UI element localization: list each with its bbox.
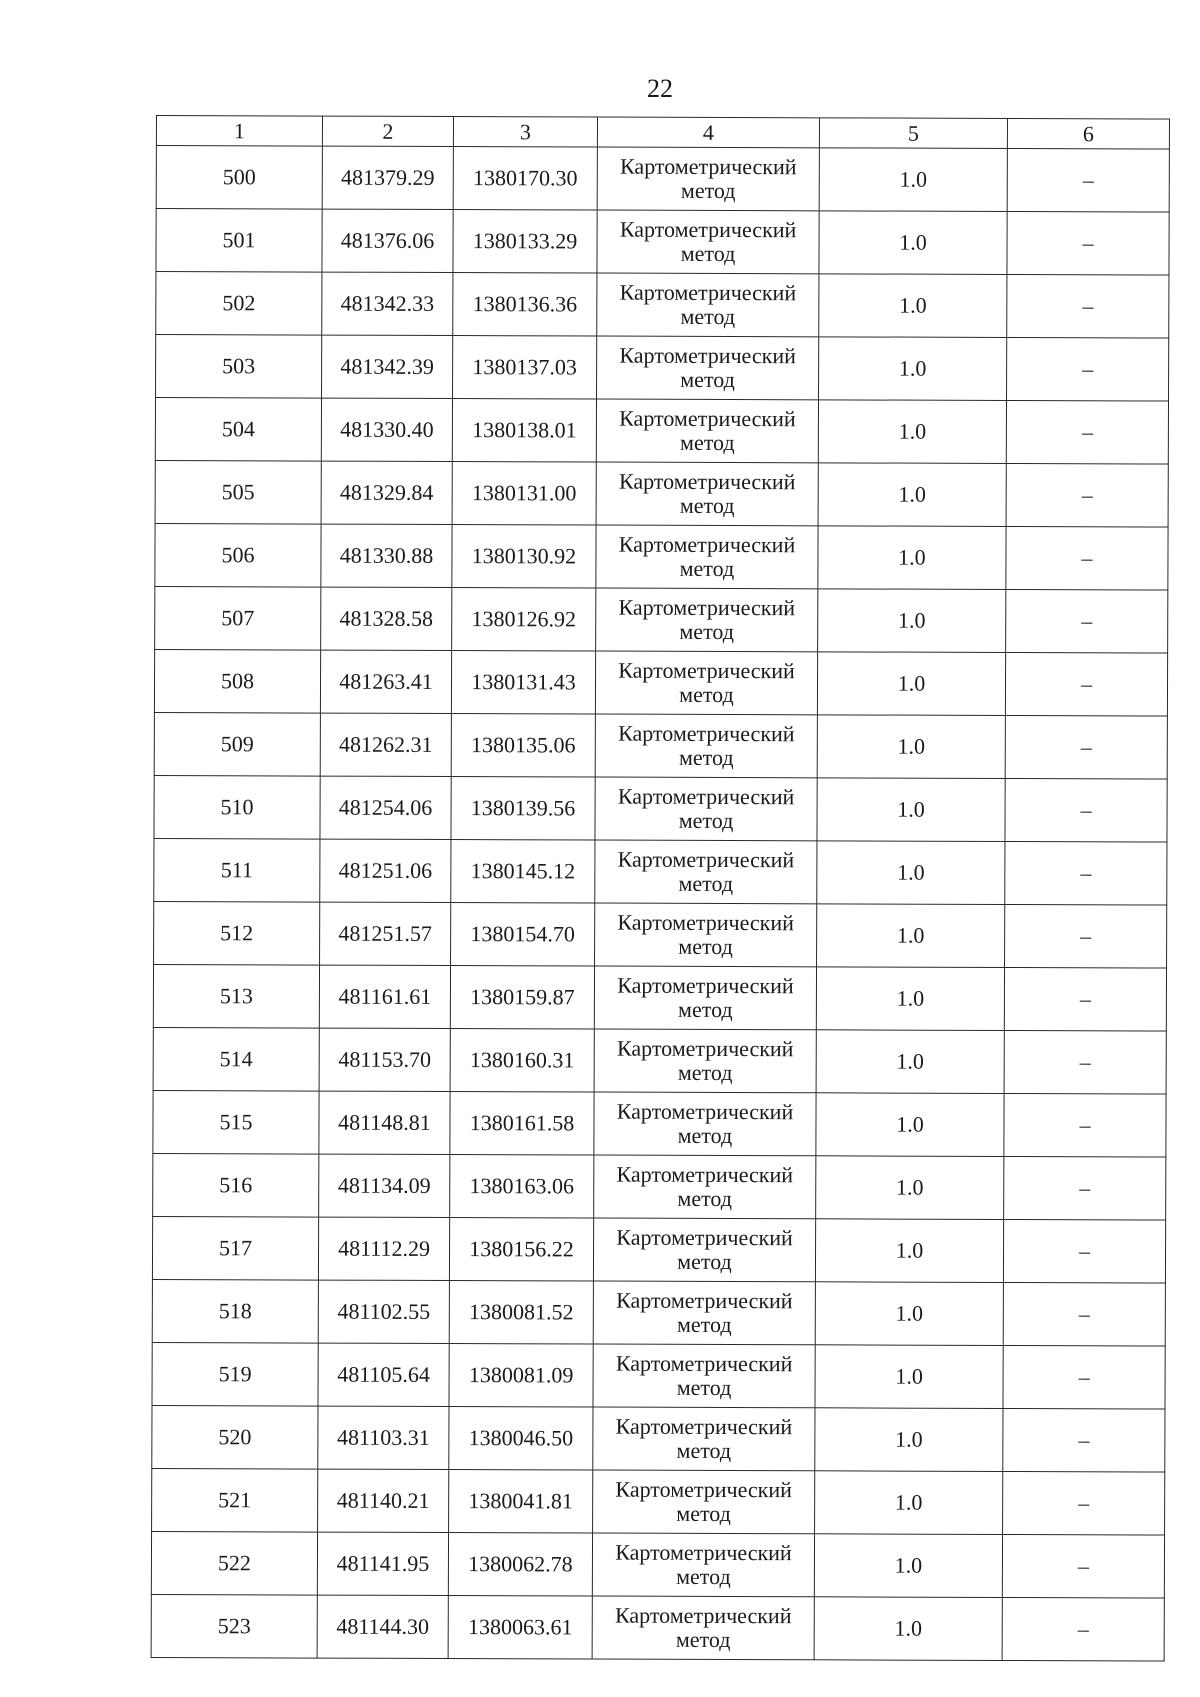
x-coordinate-cell: 481112.29 — [318, 1217, 449, 1280]
note-cell: – — [1006, 526, 1168, 590]
table-row — [152, 1468, 1165, 1535]
point-number-cell: 511 — [154, 838, 320, 902]
header-cell-6: 6 — [1007, 118, 1169, 149]
x-coordinate-cell: 481102.55 — [318, 1280, 449, 1343]
method-cell: Картометрический метод — [592, 1596, 814, 1660]
accuracy-cell: 1.0 — [817, 652, 1005, 716]
method-cell: Картометрический метод — [596, 588, 818, 652]
header-cell-1: 1 — [156, 116, 322, 147]
header-cell-2: 2 — [322, 116, 453, 146]
note-cell: – — [1007, 148, 1169, 212]
x-coordinate-cell: 481105.64 — [318, 1343, 449, 1406]
point-number-cell: 519 — [152, 1342, 318, 1406]
table-row — [153, 964, 1166, 1031]
note-cell: – — [1005, 715, 1167, 779]
x-coordinate-cell: 481153.70 — [319, 1028, 450, 1091]
method-cell: Картометрический метод — [597, 336, 819, 400]
method-cell: Картометрический метод — [593, 1344, 815, 1408]
table-row — [155, 460, 1168, 527]
method-cell: Картометрический метод — [592, 1533, 814, 1597]
table-row — [152, 1342, 1165, 1409]
method-cell: Картометрический метод — [593, 1470, 815, 1534]
table-row — [152, 1279, 1165, 1346]
accuracy-cell: 1.0 — [817, 904, 1005, 968]
point-number-cell: 510 — [154, 775, 320, 839]
y-coordinate-cell: 1380136.36 — [453, 273, 597, 337]
y-coordinate-cell: 1380133.29 — [453, 210, 597, 274]
y-coordinate-cell: 1380041.81 — [449, 1470, 593, 1534]
y-coordinate-cell: 1380081.52 — [449, 1281, 593, 1345]
point-number-cell: 513 — [153, 964, 319, 1028]
method-cell: Картометрический метод — [596, 399, 818, 463]
y-coordinate-cell: 1380130.92 — [452, 525, 596, 589]
y-coordinate-cell: 1380163.06 — [450, 1155, 594, 1219]
x-coordinate-cell: 481329.84 — [321, 461, 452, 524]
x-coordinate-cell: 481330.88 — [321, 524, 452, 587]
x-coordinate-cell: 481342.39 — [322, 335, 453, 398]
method-cell: Картометрический метод — [596, 462, 818, 526]
method-cell: Картометрический метод — [597, 273, 819, 337]
point-number-cell: 518 — [152, 1279, 318, 1343]
note-cell: – — [1004, 1156, 1166, 1220]
page-number: 22 — [647, 74, 673, 103]
table-row — [154, 838, 1167, 905]
point-number-cell: 500 — [156, 146, 322, 210]
table-row — [156, 209, 1169, 276]
note-cell: – — [1007, 337, 1169, 401]
x-coordinate-cell: 481330.40 — [321, 398, 452, 461]
x-coordinate-cell: 481141.95 — [317, 1532, 448, 1595]
point-number-cell: 507 — [155, 586, 321, 650]
accuracy-cell: 1.0 — [815, 1408, 1003, 1472]
point-number-cell: 514 — [153, 1027, 319, 1091]
table-row — [156, 146, 1169, 213]
table-row — [154, 775, 1167, 842]
header-cell-4: 4 — [597, 117, 819, 148]
point-number-cell: 521 — [152, 1468, 318, 1532]
table-row — [154, 901, 1167, 968]
x-coordinate-cell: 481379.29 — [322, 146, 453, 209]
y-coordinate-cell: 1380160.31 — [450, 1029, 594, 1093]
coordinates-table — [151, 115, 1170, 1662]
table-row — [153, 1153, 1166, 1220]
x-coordinate-cell: 481103.31 — [318, 1406, 449, 1469]
note-cell: – — [1006, 463, 1168, 527]
method-cell: Картометрический метод — [594, 1155, 816, 1219]
note-cell: – — [1007, 211, 1169, 275]
method-cell: Картометрический метод — [595, 840, 817, 904]
y-coordinate-cell: 1380062.78 — [448, 1533, 592, 1597]
note-cell: – — [1003, 1282, 1165, 1346]
note-cell: – — [1005, 652, 1167, 716]
method-cell: Картометрический метод — [595, 777, 817, 841]
accuracy-cell: 1.0 — [816, 967, 1004, 1031]
table-row — [156, 272, 1169, 339]
accuracy-cell: 1.0 — [816, 1156, 1004, 1220]
y-coordinate-cell: 1380139.56 — [451, 777, 595, 841]
accuracy-cell: 1.0 — [819, 274, 1007, 338]
y-coordinate-cell: 1380063.61 — [448, 1596, 592, 1660]
header-row — [156, 116, 1169, 150]
y-coordinate-cell: 1380159.87 — [450, 966, 594, 1030]
accuracy-cell: 1.0 — [817, 778, 1005, 842]
y-coordinate-cell: 1380154.70 — [451, 903, 595, 967]
y-coordinate-cell: 1380170.30 — [453, 147, 597, 211]
table-row — [155, 523, 1168, 590]
y-coordinate-cell: 1380081.09 — [449, 1344, 593, 1408]
table-row — [155, 586, 1168, 653]
point-number-cell: 512 — [154, 901, 320, 965]
y-coordinate-cell: 1380046.50 — [449, 1407, 593, 1471]
point-number-cell: 522 — [151, 1531, 317, 1595]
table-row — [153, 1090, 1166, 1157]
point-number-cell: 502 — [156, 272, 322, 336]
x-coordinate-cell: 481328.58 — [321, 587, 452, 650]
x-coordinate-cell: 481251.57 — [320, 902, 451, 965]
note-cell: – — [1003, 1408, 1165, 1472]
table-row — [151, 1594, 1164, 1661]
y-coordinate-cell: 1380156.22 — [449, 1218, 593, 1282]
y-coordinate-cell: 1380137.03 — [453, 336, 597, 400]
note-cell: – — [1003, 1219, 1165, 1283]
x-coordinate-cell: 481262.31 — [320, 713, 451, 776]
method-cell: Картометрический метод — [593, 1407, 815, 1471]
method-cell: Картометрический метод — [595, 903, 817, 967]
note-cell: – — [1003, 1345, 1165, 1409]
method-cell: Картометрический метод — [595, 714, 817, 778]
x-coordinate-cell: 481254.06 — [320, 776, 451, 839]
table-row — [154, 649, 1167, 716]
accuracy-cell: 1.0 — [818, 589, 1006, 653]
note-cell: – — [1005, 778, 1167, 842]
note-cell: – — [1004, 967, 1166, 1031]
x-coordinate-cell: 481134.09 — [319, 1154, 450, 1217]
table-row — [152, 1405, 1165, 1472]
table-row — [155, 398, 1168, 465]
x-coordinate-cell: 481251.06 — [320, 839, 451, 902]
point-number-cell: 505 — [155, 460, 321, 524]
table-row — [156, 335, 1169, 402]
y-coordinate-cell: 1380131.00 — [452, 462, 596, 526]
y-coordinate-cell: 1380145.12 — [451, 840, 595, 904]
accuracy-cell: 1.0 — [819, 337, 1007, 401]
note-cell: – — [1003, 1471, 1165, 1535]
point-number-cell: 517 — [152, 1216, 318, 1280]
method-cell: Картометрический метод — [597, 210, 819, 274]
accuracy-cell: 1.0 — [816, 1093, 1004, 1157]
note-cell: – — [1005, 841, 1167, 905]
note-cell: – — [1004, 1030, 1166, 1094]
note-cell: – — [1006, 589, 1168, 653]
accuracy-cell: 1.0 — [815, 1345, 1003, 1409]
y-coordinate-cell: 1380161.58 — [450, 1092, 594, 1156]
table-row — [151, 1531, 1164, 1598]
accuracy-cell: 1.0 — [815, 1219, 1003, 1283]
note-cell: – — [1006, 400, 1168, 464]
point-number-cell: 504 — [155, 398, 321, 462]
accuracy-cell: 1.0 — [814, 1597, 1002, 1661]
accuracy-cell: 1.0 — [818, 463, 1006, 527]
method-cell: Картометрический метод — [595, 651, 817, 715]
y-coordinate-cell: 1380126.92 — [452, 588, 596, 652]
y-coordinate-cell: 1380131.43 — [451, 651, 595, 715]
table-body — [151, 146, 1169, 1662]
method-cell: Картометрический метод — [594, 1092, 816, 1156]
point-number-cell: 515 — [153, 1090, 319, 1154]
method-cell: Картометрический метод — [597, 147, 819, 211]
note-cell: – — [1005, 904, 1167, 968]
method-cell: Картометрический метод — [594, 1029, 816, 1093]
method-cell: Картометрический метод — [593, 1281, 815, 1345]
method-cell: Картометрический метод — [593, 1218, 815, 1282]
point-number-cell: 509 — [154, 712, 320, 776]
x-coordinate-cell: 481263.41 — [320, 650, 451, 713]
table-row — [152, 1216, 1165, 1283]
method-cell: Картометрический метод — [594, 966, 816, 1030]
point-number-cell: 506 — [155, 523, 321, 587]
x-coordinate-cell: 481144.30 — [317, 1595, 448, 1658]
accuracy-cell: 1.0 — [817, 715, 1005, 779]
accuracy-cell: 1.0 — [819, 148, 1007, 212]
table-row — [154, 712, 1167, 779]
header-cell-3: 3 — [453, 117, 597, 148]
accuracy-cell: 1.0 — [816, 1030, 1004, 1094]
method-cell: Картометрический метод — [596, 525, 818, 589]
accuracy-cell: 1.0 — [818, 400, 1006, 464]
point-number-cell: 523 — [151, 1594, 317, 1658]
table-header — [156, 116, 1169, 150]
accuracy-cell: 1.0 — [818, 526, 1006, 590]
accuracy-cell: 1.0 — [817, 841, 1005, 905]
point-number-cell: 508 — [154, 649, 320, 713]
point-number-cell: 516 — [153, 1153, 319, 1217]
y-coordinate-cell: 1380138.01 — [452, 399, 596, 463]
x-coordinate-cell: 481140.21 — [318, 1469, 449, 1532]
note-cell: – — [1007, 274, 1169, 338]
note-cell: – — [1002, 1597, 1164, 1661]
note-cell: – — [1002, 1534, 1164, 1598]
x-coordinate-cell: 481148.81 — [319, 1091, 450, 1154]
accuracy-cell: 1.0 — [815, 1282, 1003, 1346]
point-number-cell: 501 — [156, 209, 322, 273]
note-cell: – — [1004, 1093, 1166, 1157]
x-coordinate-cell: 481342.33 — [322, 272, 453, 335]
y-coordinate-cell: 1380135.06 — [451, 714, 595, 778]
table-row — [153, 1027, 1166, 1094]
point-number-cell: 503 — [156, 335, 322, 399]
header-cell-5: 5 — [819, 118, 1007, 149]
accuracy-cell: 1.0 — [814, 1534, 1002, 1598]
x-coordinate-cell: 481161.61 — [319, 965, 450, 1028]
point-number-cell: 520 — [152, 1405, 318, 1469]
accuracy-cell: 1.0 — [815, 1471, 1003, 1535]
accuracy-cell: 1.0 — [819, 211, 1007, 275]
x-coordinate-cell: 481376.06 — [322, 209, 453, 272]
